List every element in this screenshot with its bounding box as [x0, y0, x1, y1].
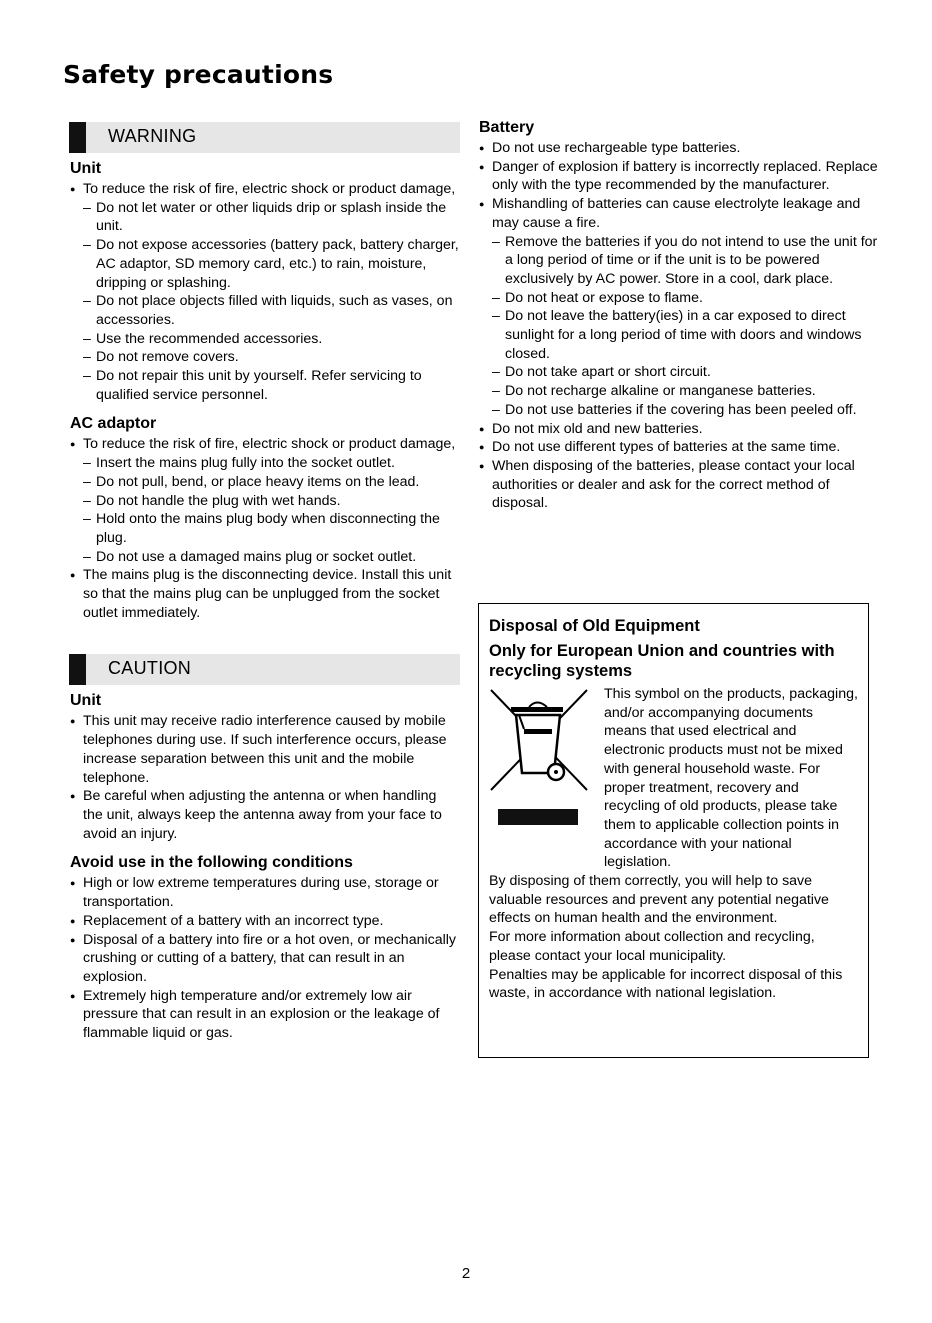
list-item: ● Mishandling of batteries can cause electrolyte leakage and may cause a fire.: [479, 195, 879, 232]
disposal-heading: Disposal of Old Equipment: [489, 617, 700, 635]
list-item: – Do not take apart or short circuit.: [479, 363, 879, 382]
disposal-subheading: Only for European Union and countries with recycling systems: [489, 642, 835, 680]
list-item: – Do not let water or other liquids drip or splash inside the unit.: [70, 199, 460, 236]
warning-unit-list: [70, 180, 460, 404]
list-item: ● When disposing of the batteries, please contact your local authorities or dealer and ask for the correct method of disposal.: [479, 457, 879, 513]
weee-symbol-text: This symbol on the products, packaging, and/or accompanying documents means that used electrical and electronic products must not be mixed with general household waste. For proper treatment, recovery and recycling of old products, please take them to applicable collection points in accordance with your national legislation.: [604, 686, 858, 871]
caution-banner: [69, 654, 460, 685]
list-item: ● The mains plug is the disconnecting device. Install this unit so that the mains plug can be unplugged from the socket outlet immediately.: [70, 566, 460, 622]
caution-marker: [69, 654, 86, 685]
page-number: 2: [461, 1265, 471, 1282]
ac-adaptor-list: [70, 435, 460, 622]
wheelie-bin-svg: [489, 685, 599, 825]
list-item: – Do not place objects filled with liquids, such as vases, on accessories.: [70, 292, 460, 329]
disposal-paragraph: By disposing of them correctly, you will help to save valuable resources and prevent any potential negative effects on human health and the environment.: [489, 873, 829, 927]
caution-unit-heading: Unit: [70, 692, 102, 710]
warning-label: WARNING: [108, 126, 197, 146]
list-item: – Insert the mains plug fully into the socket outlet.: [70, 454, 460, 473]
list-item: – Remove the batteries if you do not intend to use the unit for a long period of time or if the unit is to be powered exclusively by AC power. Store in a cool, dark place.: [479, 233, 879, 289]
list-item: – Do not expose accessories (battery pack, battery charger, AC adaptor, SD memory card, etc.) to rain, moisture, dripping or splashing.: [70, 236, 460, 292]
list-item: ● Extremely high temperature and/or extremely low air pressure that can result in an explosion or the leakage of flammable liquid or gas.: [70, 987, 460, 1043]
weee-section: [489, 685, 858, 872]
list-item: ● Danger of explosion if battery is incorrectly replaced. Replace only with the type recommended by the manufacturer.: [479, 158, 879, 195]
list-item: – Do not repair this unit by yourself. Refer servicing to qualified service personnel.: [70, 367, 460, 404]
caution-label: CAUTION: [108, 658, 192, 679]
list-item: – Do not pull, bend, or place heavy items on the lead.: [70, 473, 460, 492]
ac-adaptor-heading: AC adaptor: [70, 415, 157, 433]
list-item: – Do not recharge alkaline or manganese batteries.: [479, 382, 879, 401]
warning-unit-heading: Unit: [70, 160, 102, 177]
warning-marker: [69, 122, 86, 153]
list-item: ● Disposal of a battery into fire or a hot oven, or mechanically crushing or cutting of a battery, that can result in an explosion.: [70, 931, 460, 987]
list-item: ● Do not use rechargeable type batteries.: [479, 139, 879, 158]
caution-unit-list: [70, 712, 460, 843]
list-item: – Do not use a damaged mains plug or socket outlet.: [70, 548, 460, 567]
crossed-out-wheelie-bin-icon: [489, 685, 604, 872]
avoid-conditions-heading: Avoid use in the following conditions: [70, 854, 353, 872]
page-title: Safety precautions: [63, 60, 334, 89]
list-item: ● To reduce the risk of fire, electric shock or product damage,: [70, 435, 460, 454]
list-item: – Hold onto the mains plug body when disconnecting the plug.: [70, 510, 460, 547]
warning-banner: [69, 122, 460, 153]
list-item: – Do not use batteries if the covering has been peeled off.: [479, 401, 879, 420]
list-item: ● Replacement of a battery with an incorrect type.: [70, 912, 460, 931]
list-item: – Do not heat or expose to flame.: [479, 289, 879, 308]
right-column: [479, 118, 879, 513]
list-item: ● To reduce the risk of fire, electric shock or product damage,: [70, 180, 460, 199]
list-item: – Do not remove covers.: [70, 348, 460, 367]
list-item: – Use the recommended accessories.: [70, 330, 460, 349]
battery-heading: Battery: [479, 119, 535, 136]
list-item: ● This unit may receive radio interference caused by mobile telephones during use. If such interference occurs, please increase separation between this unit and the mobile telephone.: [70, 712, 460, 787]
left-column: [70, 122, 460, 1043]
disposal-paragraph: For more information about collection and recycling, please contact your local municipality.: [489, 929, 815, 964]
list-item: – Do not handle the plug with wet hands.: [70, 492, 460, 511]
disposal-paragraph: Penalties may be applicable for incorrect disposal of this waste, in accordance with national legislation.: [489, 966, 843, 1002]
list-item: ● High or low extreme temperatures during use, storage or transportation.: [70, 874, 460, 911]
list-item: – Do not leave the battery(ies) in a car exposed to direct sunlight for a long period of time with doors and windows closed.: [479, 307, 879, 363]
disposal-box: [478, 603, 869, 1058]
list-item: ● Be careful when adjusting the antenna or when handling the unit, always keep the antenna away from your face to avoid an injury.: [70, 787, 460, 843]
list-item: ● Do not use different types of batteries at the same time.: [479, 438, 879, 457]
battery-list: [479, 139, 879, 513]
list-item: ● Do not mix old and new batteries.: [479, 420, 879, 439]
avoid-conditions-list: [70, 874, 460, 1042]
